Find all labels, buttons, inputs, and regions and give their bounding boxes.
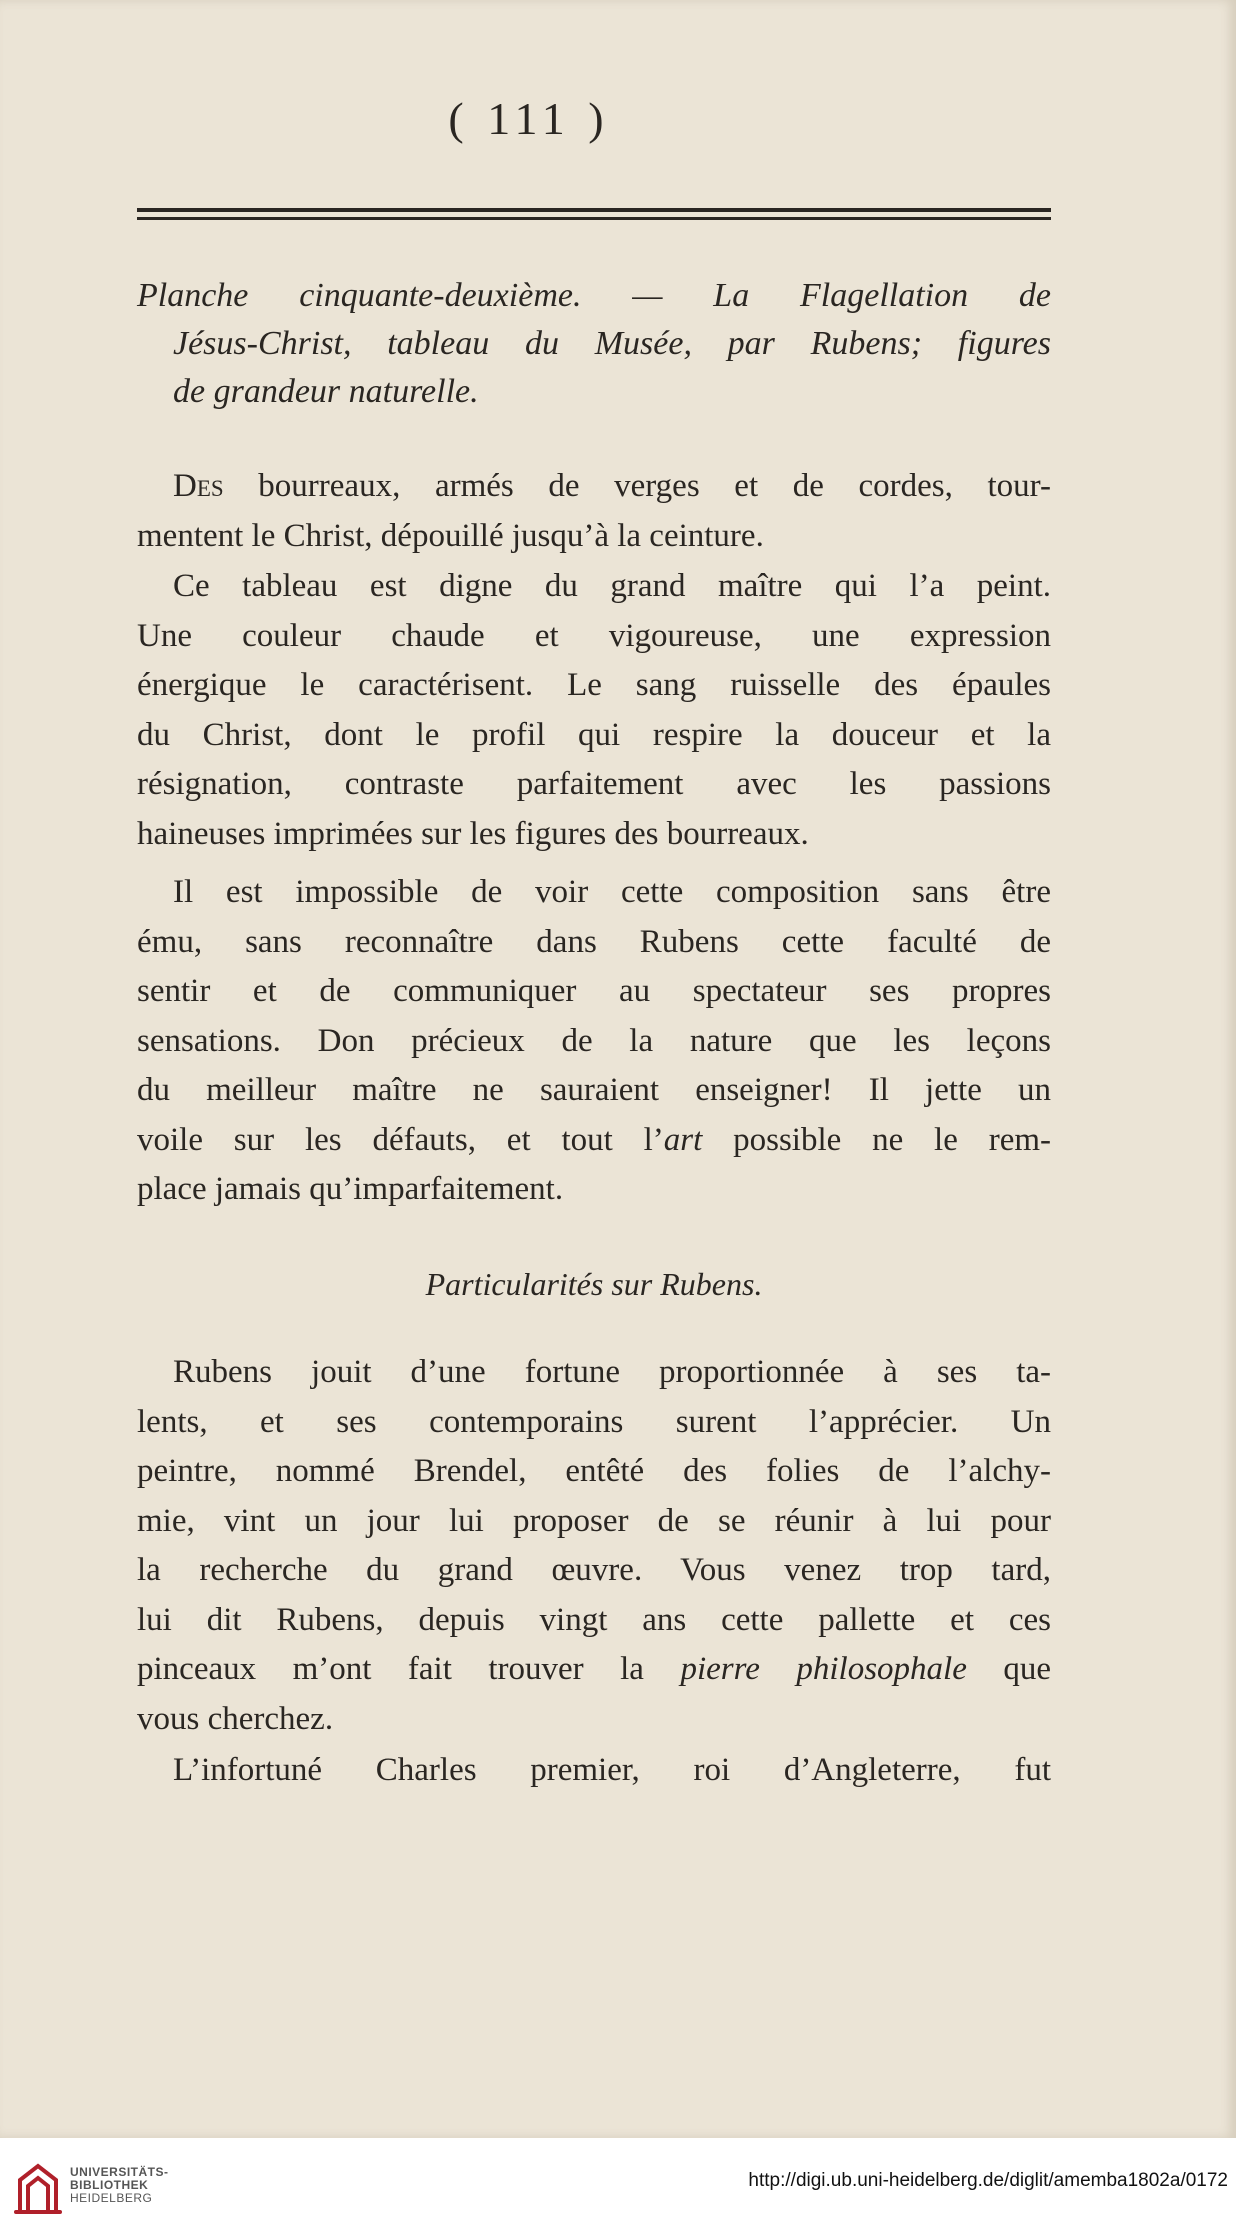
text-line: résignation, contraste parfaitement avec les passions bbox=[137, 766, 1051, 802]
plate-caption bbox=[137, 272, 1051, 416]
text-line: peintre, nommé Brendel, entêté des folies de l’alchy- bbox=[137, 1453, 1051, 1489]
text-line: Ce tableau est digne du grand maître qui l’a peint. bbox=[173, 568, 1051, 604]
text-line: la recherche du grand œuvre. Vous venez trop tard, bbox=[137, 1552, 1051, 1588]
text-line: Il est impossible de voir cette composition sans être bbox=[173, 874, 1051, 910]
library-name bbox=[70, 2166, 169, 2205]
paragraph-3 bbox=[137, 868, 1051, 1215]
text-line: Une couleur chaude et vigoureuse, une expression bbox=[137, 617, 1051, 654]
library-name-line: BIBLIOTHEK bbox=[70, 2178, 149, 2192]
text-line: ému, sans reconnaître dans Rubens cette faculté de bbox=[137, 923, 1051, 960]
header-rule-thin bbox=[137, 217, 1051, 220]
text-line: Des bourreaux, armés de verges et de cordes, tour- bbox=[173, 468, 1051, 504]
text-line: sentir et de communiquer au spectateur ses propres bbox=[137, 973, 1051, 1009]
paragraph-2 bbox=[137, 562, 1051, 859]
library-name-line: HEIDELBERG bbox=[70, 2191, 153, 2205]
page-number: ( 111 ) bbox=[448, 93, 610, 144]
paragraph-1 bbox=[137, 462, 1051, 561]
caption-line: de grandeur naturelle. bbox=[173, 373, 479, 410]
header-rule-thick bbox=[137, 208, 1051, 212]
text-line: mentent le Christ, dépouillé jusqu’à la ceinture. bbox=[137, 517, 764, 554]
text-line: mie, vint un jour lui proposer de se réunir à lui pour bbox=[137, 1502, 1051, 1539]
text-line: lui dit Rubens, depuis vingt ans cette pallette et ces bbox=[137, 1601, 1051, 1638]
paragraph-4 bbox=[137, 1348, 1051, 1744]
text-line: place jamais qu’imparfaitement. bbox=[137, 1171, 564, 1207]
section-subheading: Particularités sur Rubens. bbox=[425, 1266, 763, 1302]
logo-arch bbox=[20, 2166, 56, 2210]
university-library-logo-icon[interactable] bbox=[14, 2160, 62, 2216]
paragraph-5 bbox=[137, 1746, 1051, 1796]
drop-word: Des bbox=[173, 468, 224, 504]
text-line: pinceaux m’ont fait trouver la pierre philosophale que bbox=[137, 1651, 1051, 1687]
text-line: L’infortuné Charles premier, roi d’Angleterre, fut bbox=[173, 1752, 1051, 1788]
italic-word: art bbox=[663, 1121, 703, 1158]
text-line: du Christ, dont le profil qui respire la douceur et la bbox=[137, 716, 1051, 753]
text-line: voile sur les défauts, et tout l’art possible ne le rem- bbox=[137, 1121, 1051, 1158]
text-line: Rubens jouit d’une fortune proportionnée à ses ta- bbox=[173, 1354, 1051, 1390]
text-line: sensations. Don précieux de la nature que les leçons bbox=[137, 1022, 1051, 1059]
logo-inner-arch bbox=[28, 2178, 48, 2210]
source-url-link[interactable]: http://digi.ub.uni-heidelberg.de/diglit/amemba1802a/0172 bbox=[748, 2170, 1228, 2191]
italic-phrase: pierre philosophale bbox=[680, 1651, 967, 1687]
library-name-line: UNIVERSITÄTS- bbox=[70, 2165, 169, 2179]
text-line: lents, et ses contemporains surent l’apprécier. Un bbox=[137, 1403, 1051, 1440]
text-line: énergique le caractérisent. Le sang ruisselle des épaules bbox=[137, 667, 1051, 703]
text-line: haineuses imprimées sur les figures des bourreaux. bbox=[137, 815, 809, 852]
caption-line: Planche cinquante-deuxième. — La Flagellation de bbox=[137, 277, 1051, 314]
text-line: du meilleur maître ne sauraient enseigner! Il jette un bbox=[137, 1072, 1051, 1108]
caption-line: Jésus-Christ, tableau du Musée, par Rubens; figures bbox=[173, 325, 1051, 362]
logo-mark bbox=[16, 2166, 60, 2212]
text-line: vous cherchez. bbox=[137, 1700, 334, 1737]
